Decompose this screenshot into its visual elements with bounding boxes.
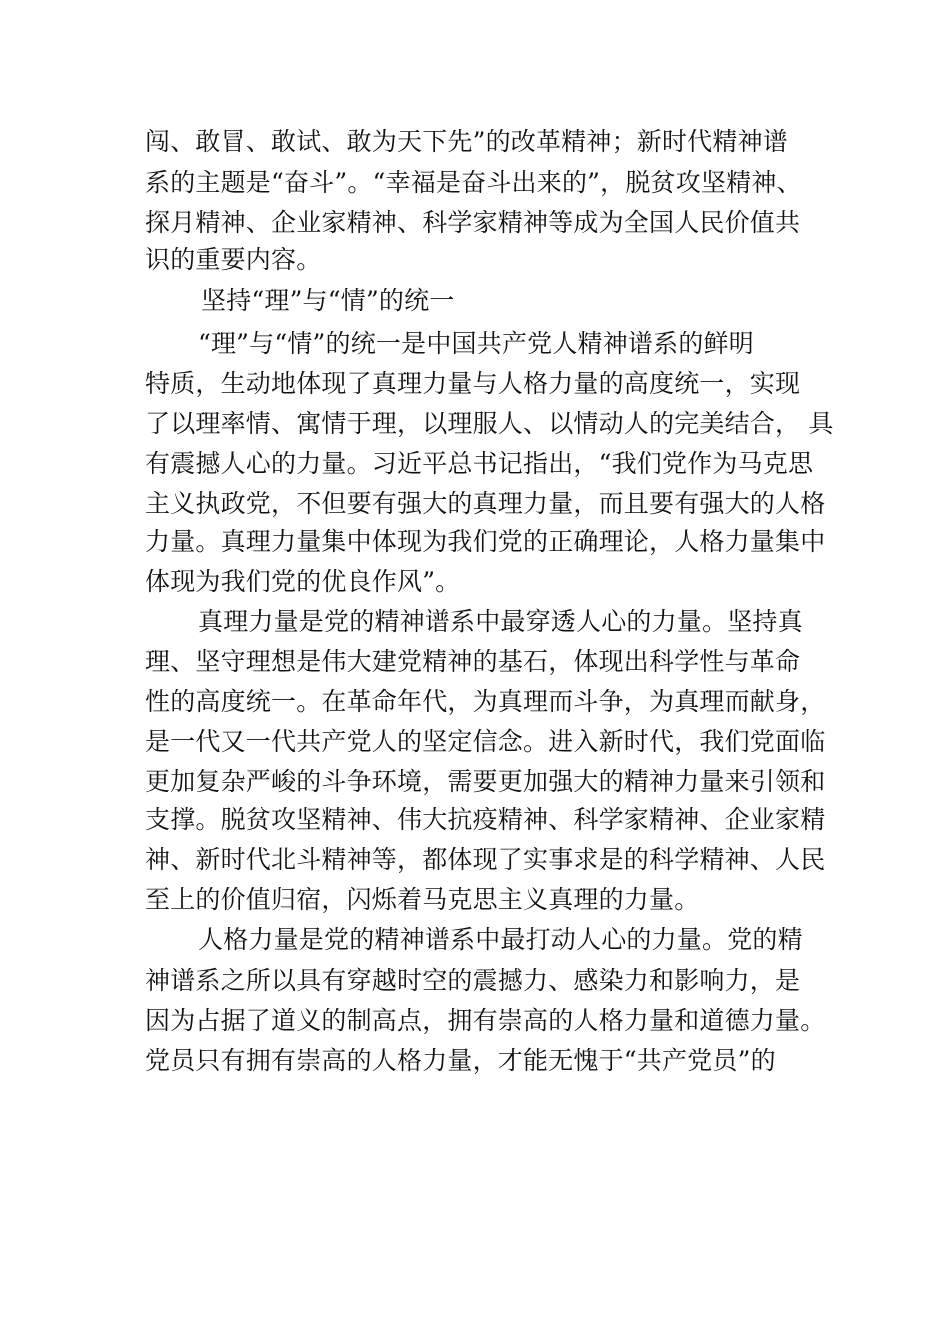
text-line: 真理力量是党的精神谱系中最穿透人心的力量。坚持真 <box>198 607 803 636</box>
text-line: 神谱系之所以具有穿越时空的震撼力、感染力和影响力，是 <box>145 966 801 995</box>
text-line: 神、新时代北斗精神等，都体现了实事求是的科学精神、人民 <box>145 845 826 874</box>
text-line: 探月精神、企业家精神、科学家精神等成为全国人民价值共 <box>145 208 801 237</box>
text-line: 支撑。脱贫攻坚精神、伟大抗疫精神、科学家精神、企业家精 <box>145 805 826 834</box>
text-line: 了以理率情、寓情于理，以理服人、以情动人的完美结合， 具 <box>145 409 834 438</box>
text-line: 性的高度统一。在革命年代，为真理而斗争，为真理而献身， <box>145 687 826 716</box>
text-line: 至上的价值归宿，闪烁着马克思主义真理的力量。 <box>145 885 700 914</box>
text-line: 闯、敢冒、敢试、敢为天下先”的改革精神；新时代精神谱 <box>145 127 788 156</box>
text-line: 党员只有拥有崇高的人格力量，才能无愧于“共产党员”的 <box>145 1046 776 1075</box>
text-line: “理”与“情”的统一是中国共产党人精神谱系的鲜明 <box>198 329 754 358</box>
text-line: 主义执政党，不但要有强大的真理力量，而且要有强大的人格 <box>145 489 826 518</box>
text-line: 是一代又一代共产党人的坚定信念。进入新时代，我们党面临 <box>145 727 826 756</box>
text-line: 识的重要内容。 <box>145 245 322 274</box>
text-line: 更加复杂严峻的斗争环境，需要更加强大的精神力量来引领和 <box>145 767 826 796</box>
text-line: 理、坚守理想是伟大建党精神的基石，体现出科学性与革命 <box>145 647 801 676</box>
text-line: 因为占据了道义的制高点，拥有崇高的人格力量和道德力量。 <box>145 1006 826 1035</box>
text-line: 特质，生动地体现了真理力量与人格力量的高度统一，实现 <box>145 369 801 398</box>
text-line: 人格力量是党的精神谱系中最打动人心的力量。党的精 <box>198 925 803 954</box>
section-heading: 坚持“理”与“情”的统一 <box>201 286 455 315</box>
text-line: 力量。真理力量集中体现为我们党的正确理论，人格力量集中 <box>145 527 826 556</box>
text-line: 有震撼人心的力量。习近平总书记指出，“我们党作为马克思 <box>145 449 814 478</box>
text-line: 系的主题是“奋斗”。“幸福是奋斗出来的”，脱贫攻坚精神、 <box>145 168 802 197</box>
text-line: 体现为我们党的优良作风”。 <box>145 567 461 596</box>
